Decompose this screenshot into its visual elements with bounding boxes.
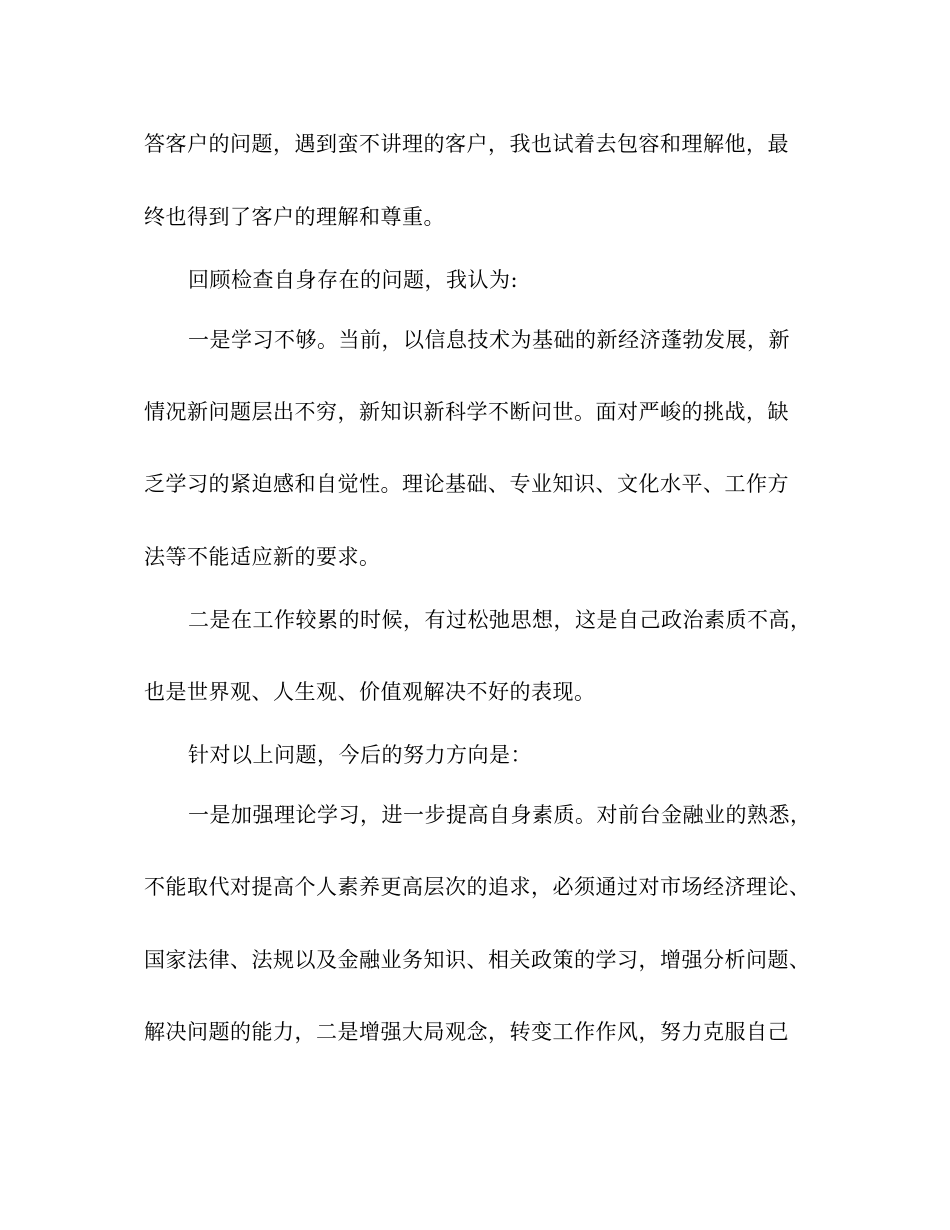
text-line: 乏学习的紧迫感和自觉性。理论基础、专业知识、文化水平、工作方 xyxy=(144,472,789,496)
text-line: 情况新问题层出不穷，新知识新科学不断问世。面对严峻的挑战，缺 xyxy=(144,400,789,424)
text-line: 终也得到了客户的理解和尊重。 xyxy=(144,205,445,229)
text-line: 解决问题的能力，二是增强大局观念，转变工作作风，努力克服自己 xyxy=(144,1020,789,1044)
text-line: 一是学习不够。当前，以信息技术为基础的新经济蓬勃发展，新 xyxy=(188,328,790,352)
text-line: 二是在工作较累的时候，有过松弛思想，这是自己政治素质不高， xyxy=(188,608,812,632)
text-line: 针对以上问题，今后的努力方向是： xyxy=(188,743,532,767)
text-line: 答客户的问题，遇到蛮不讲理的客户，我也试着去包容和理解他，最 xyxy=(144,132,789,156)
text-line: 法等不能适应新的要求。 xyxy=(144,545,381,569)
text-line: 不能取代对提高个人素养更高层次的追求，必须通过对市场经济理论、 xyxy=(144,875,811,899)
text-line: 国家法律、法规以及金融业务知识、相关政策的学习，增强分析问题、 xyxy=(144,948,811,972)
text-line: 一是加强理论学习，进一步提高自身素质。对前台金融业的熟悉， xyxy=(188,803,812,827)
text-line: 回顾检查自身存在的问题，我认为: xyxy=(188,268,519,292)
text-line: 也是世界观、人生观、价值观解决不好的表现。 xyxy=(144,680,596,704)
